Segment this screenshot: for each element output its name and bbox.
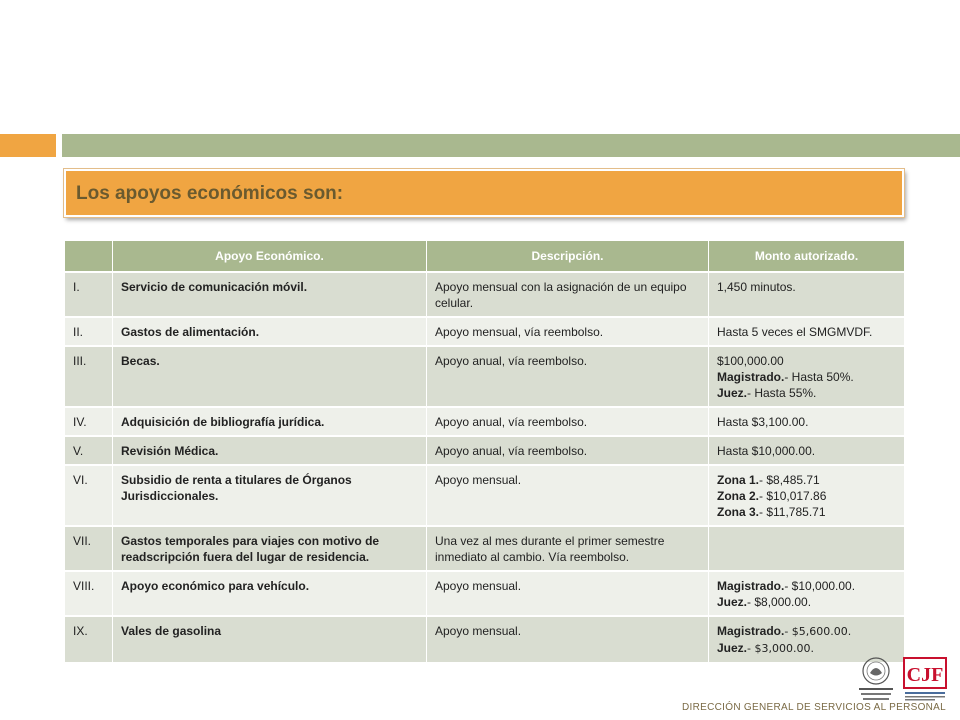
row-number: III. xyxy=(65,346,113,407)
amount-value: Hasta $3,100.00. xyxy=(717,415,809,429)
row-amount xyxy=(709,346,905,407)
table-row xyxy=(65,317,905,346)
poder-judicial-logo xyxy=(855,655,897,705)
amount-value: - $8,485.71 xyxy=(759,473,820,487)
row-number: V. xyxy=(65,436,113,465)
header-accent-bar-orange xyxy=(0,134,56,157)
amount-value: Hasta $10,000.00. xyxy=(717,444,816,458)
row-number: IV. xyxy=(65,407,113,436)
table-row xyxy=(65,346,905,407)
amount-label: Zona 3. xyxy=(717,505,760,519)
row-description: Una vez al mes durante el primer semestre inmediato al cambio. Vía reembolso. xyxy=(427,526,709,571)
amount-line xyxy=(717,623,898,640)
row-description: Apoyo mensual con la asignación de un equipo celular. xyxy=(427,272,709,317)
amount-label: Zona 1. xyxy=(717,473,760,487)
table-row xyxy=(65,272,905,317)
row-concept: Adquisición de bibliografía jurídica. xyxy=(113,407,427,436)
amount-line xyxy=(717,385,898,401)
table-row xyxy=(65,407,905,436)
svg-text:CJF: CJF xyxy=(906,664,944,686)
header-amount: Monto autorizado. xyxy=(709,241,905,272)
amount-line xyxy=(717,504,898,520)
footer-department: DIRECCIÓN GENERAL DE SERVICIOS AL PERSONAL xyxy=(682,702,946,713)
row-concept: Apoyo económico para vehículo. xyxy=(113,571,427,616)
amount-line xyxy=(717,414,898,430)
amount-value: - $10,017.86 xyxy=(759,489,827,503)
page-title: Los apoyos económicos son: xyxy=(76,183,344,204)
row-amount xyxy=(709,526,905,571)
row-amount xyxy=(709,317,905,346)
row-concept: Servicio de comunicación móvil. xyxy=(113,272,427,317)
amount-value: - Hasta 50%. xyxy=(784,370,854,384)
header-concept: Apoyo Económico. xyxy=(113,241,427,272)
row-number: VI. xyxy=(65,465,113,526)
table-row xyxy=(65,616,905,662)
row-description: Apoyo anual, vía reembolso. xyxy=(427,436,709,465)
row-concept: Revisión Médica. xyxy=(113,436,427,465)
amount-value: - Hasta 55%. xyxy=(747,386,817,400)
row-number: VII. xyxy=(65,526,113,571)
header-num xyxy=(65,241,113,272)
amount-label: Juez. xyxy=(717,641,748,655)
row-amount xyxy=(709,436,905,465)
row-amount xyxy=(709,465,905,526)
row-number: VIII. xyxy=(65,571,113,616)
amount-label: Juez. xyxy=(717,595,748,609)
header-accent-bar-green xyxy=(62,134,960,157)
row-concept: Gastos de alimentación. xyxy=(113,317,427,346)
row-amount xyxy=(709,571,905,616)
row-concept: Becas. xyxy=(113,346,427,407)
row-number: IX. xyxy=(65,616,113,662)
row-concept: Vales de gasolina xyxy=(113,616,427,662)
amount-label: Magistrado. xyxy=(717,579,785,593)
amount-line xyxy=(717,578,898,594)
amount-line xyxy=(717,353,898,369)
row-number: I. xyxy=(65,272,113,317)
amount-label: Magistrado. xyxy=(717,624,785,638)
row-description: Apoyo mensual. xyxy=(427,571,709,616)
amount-value: - $10,000.00. xyxy=(784,579,856,593)
amount-value: Hasta 5 veces el SMGMVDF. xyxy=(717,325,873,339)
benefits-table xyxy=(64,241,905,662)
row-concept: Gastos temporales para viajes con motivo de readscripción fuera del lugar de residencia. xyxy=(113,526,427,571)
amount-line xyxy=(717,443,898,459)
amount-value: - $3,000.00. xyxy=(747,642,814,655)
amount-line xyxy=(717,324,898,340)
row-amount xyxy=(709,407,905,436)
table-row xyxy=(65,436,905,465)
table-row xyxy=(65,465,905,526)
row-number: II. xyxy=(65,317,113,346)
row-description: Apoyo mensual, vía reembolso. xyxy=(427,317,709,346)
amount-value: - $11,785.71 xyxy=(759,505,826,519)
amount-label: Magistrado. xyxy=(717,370,785,384)
row-concept: Subsidio de renta a titulares de Órganos Jurisdiccionales. xyxy=(113,465,427,526)
table-row xyxy=(65,526,905,571)
amount-value: - $5,600.00. xyxy=(784,625,852,638)
row-amount xyxy=(709,272,905,317)
amount-line xyxy=(717,472,898,488)
row-description: Apoyo mensual. xyxy=(427,465,709,526)
amount-value: 1,450 minutos. xyxy=(717,280,796,294)
cjf-logo xyxy=(903,657,947,703)
header-description: Descripción. xyxy=(427,241,709,272)
amount-line xyxy=(717,279,898,295)
table-header-row xyxy=(65,241,905,272)
amount-line xyxy=(717,488,898,504)
row-description: Apoyo mensual. xyxy=(427,616,709,662)
amount-line xyxy=(717,594,898,610)
row-description: Apoyo anual, vía reembolso. xyxy=(427,407,709,436)
amount-line xyxy=(717,369,898,385)
amount-value: $100,000.00 xyxy=(717,354,784,368)
amount-value: - $8,000.00. xyxy=(747,595,812,609)
amount-label: Juez. xyxy=(717,386,748,400)
table-row xyxy=(65,571,905,616)
amount-label: Zona 2. xyxy=(717,489,760,503)
title-banner xyxy=(64,169,904,217)
row-description: Apoyo anual, vía reembolso. xyxy=(427,346,709,407)
logos xyxy=(855,655,947,705)
